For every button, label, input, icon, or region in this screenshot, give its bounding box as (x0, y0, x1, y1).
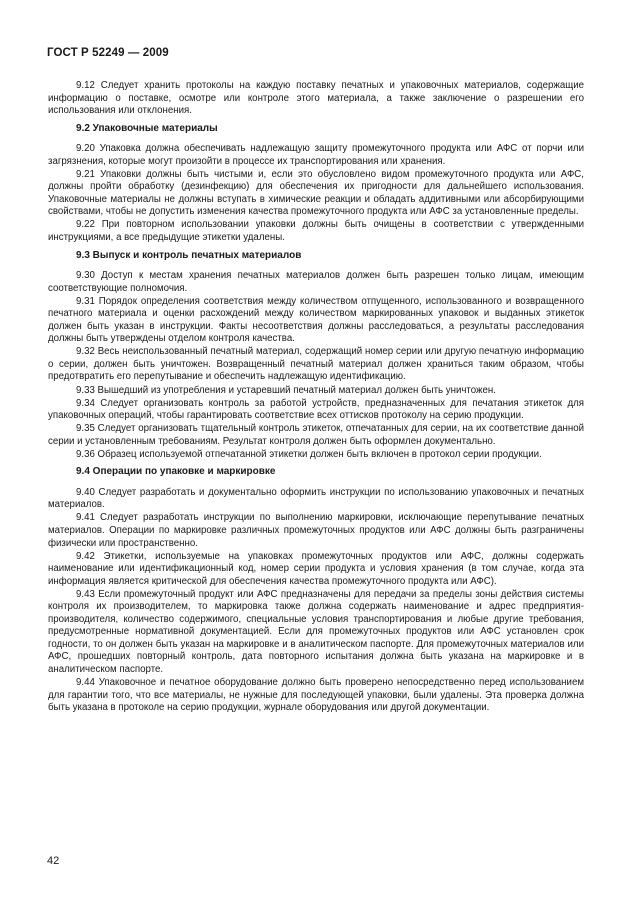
page-number: 42 (47, 855, 60, 867)
paragraph-9-12: 9.12 Следует хранить протоколы на каждую поставку печатных и упаковочных материалов, содержащие информацию о поставке, осмотре или контроле этого материала, а также заключение о разрешении его использования или отклонения. (48, 80, 584, 117)
section-heading-9-3: 9.3 Выпуск и контроль печатных материалов (76, 249, 302, 261)
paragraph-9-33: 9.33 Вышедший из употребления и устаревший печатный материал должен быть уничтожен. (76, 384, 496, 396)
paragraph-9-43: 9.43 Если промежуточный продукт или АФС предназначены для передачи за пределы зоны действия системы контроля их производителем, то маркировка также должна содержать наименование и адрес предприятия-производителя, количество содержимого, специальные условия транспортирования и любые другие требования, предусмотренные нормативной документацией. Если для промежуточных продуктов или АФС установлен срок годности, то он должен быть указан на маркировке и в аналитическом паспорте. Для промежуточных материалов или АФС, прошедших повторный контроль, дата повторного испытания должна быть указана на маркировке и в аналитическом паспорте. (48, 588, 584, 676)
paragraph-9-22: 9.22 При повторном использовании упаковки должны быть очищены в соответствии с утвержденными инструкциями, а все предыдущие этикетки удалены. (48, 219, 584, 244)
section-heading-9-2: 9.2 Упаковочные материалы (76, 122, 218, 134)
paragraph-9-36: 9.36 Образец используемой отпечатанной этикетки должен быть включен в протокол серии продукции. (76, 448, 542, 460)
paragraph-9-35: 9.35 Следует организовать тщательный контроль этикеток, отпечатанных для серии, на их соответствие данной серии и установленным требованиям. Результат контроля должен быть оформлен документально. (48, 423, 584, 447)
paragraph-9-40: 9.40 Следует разработать и документально оформить инструкции по использованию упаковочных и печатных материалов. (48, 486, 584, 511)
document-body (48, 80, 584, 715)
paragraph-9-44: 9.44 Упаковочное и печатное оборудование должно быть проверено непосредственно перед использованием для гарантии того, что все материалы, не нужные для последующей упаковки, были удалены. Эта проверка должна быть указана в протоколе на серию продукции, журнале оборудования или другой документации. (48, 677, 584, 714)
paragraph-9-20: 9.20 Упаковка должна обеспечивать надлежащую защиту промежуточного продукта или АФС от порчи или загрязнения, которые могут произойти в процессе их транспортирования или хранения. (48, 143, 584, 167)
paragraph-9-41: 9.41 Следует разработать инструкции по выполнению маркировки, исключающие перепутывание печатных материалов. Операции по маркировке различных промежуточных продуктов или АФС должны быть разграничены физически или пространственно. (48, 512, 584, 549)
section-heading-9-4: 9.4 Операции по упаковке и маркировке (76, 466, 276, 478)
paragraph-9-34: 9.34 Следует организовать контроль за работой устройств, предназначенных для печатания этикеток для упаковочных операций, чтобы гарантировать соответствие всех оттисков протоколу на серию продукции. (48, 397, 584, 422)
paragraph-9-21: 9.21 Упаковки должны быть чистыми и, если это обусловлено видом промежуточного продукта или АФС, должны пройти обработку (дезинфекцию) для обеспечения их пригодности для дальнейшего использования. Упаковочные материалы не должны вступать в химические реакции и обладать аддитивными или абсорбирующими свойствами, чтобы не допустить изменения качества промежуточного продукта или АФС за установленные пределы. (48, 168, 584, 218)
paragraph-9-30: 9.30 Доступ к местам хранения печатных материалов должен быть разрешен только лицам, имеющим соответствующие полномочия. (48, 270, 584, 294)
page-header: ГОСТ Р 52249 — 2009 (47, 47, 169, 59)
paragraph-9-42: 9.42 Этикетки, используемые на упаковках промежуточных продуктов или АФС, должны содержать наименование или идентификационный код, номер серии продукта и условия хранения (в том случае, когда эта информация является критической для обеспечения качества промежуточного продукта или АФС). (48, 550, 584, 587)
paragraph-9-31: 9.31 Порядок определения соответствия между количеством отпущенного, использованного и возвращенного печатного материала и оценки расхождений между количеством маркированных упаковок и выданных этикеток должен быть указан в инструкции. Факты несоответствия должны расследоваться, а результаты расследования должны быть утверждены отделом контроля качества. (48, 295, 584, 345)
paragraph-9-32: 9.32 Весь неиспользованный печатный материал, содержащий номер серии или другую печатную информацию о серии, должен быть уничтожен. Возвращенный печатный материал должен храниться таким образом, чтобы предотвратить его перепутывание и обеспечить надлежащую идентификацию. (48, 346, 584, 383)
